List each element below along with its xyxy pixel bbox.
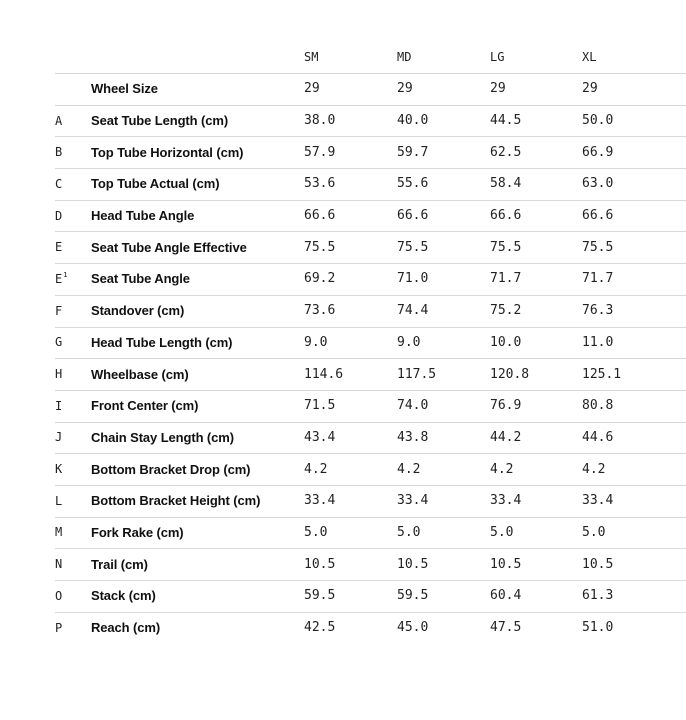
row-code-letter: B [55, 145, 63, 160]
value-cell-sm: 75.5 [304, 239, 336, 255]
row-code-letter: G [55, 335, 63, 350]
row-code [55, 390, 63, 422]
value-cell-sm: 69.2 [304, 271, 336, 287]
row-label: Top Tube Actual (cm) [91, 176, 220, 192]
value-cell-lg: 75.2 [490, 303, 522, 319]
row-label: Head Tube Length (cm) [91, 334, 233, 350]
value-cell-sm: 73.6 [304, 303, 336, 319]
value-cell-lg: 58.4 [490, 176, 522, 192]
value-cell-sm: 4.2 [304, 461, 328, 477]
value-cell-xl: 50.0 [582, 113, 614, 129]
row-code-letter: E [55, 240, 63, 255]
value-cell-md: 29 [397, 81, 413, 97]
value-cell-sm: 5.0 [304, 524, 328, 540]
value-cell-xl: 76.3 [582, 303, 614, 319]
size-header-sm: SM [304, 50, 319, 64]
value-cell-lg: 5.0 [490, 524, 514, 540]
value-cell-xl: 125.1 [582, 366, 622, 382]
value-cell-md: 33.4 [397, 493, 429, 509]
value-cell-md: 75.5 [397, 239, 429, 255]
row-label: Reach (cm) [91, 620, 161, 636]
row-code [55, 327, 63, 359]
row-code [55, 580, 63, 612]
value-cell-md: 59.5 [397, 588, 429, 604]
value-cell-xl: 63.0 [582, 176, 614, 192]
row-label: Chain Stay Length (cm) [91, 429, 234, 445]
value-cell-xl: 29 [582, 81, 598, 97]
row-code [55, 200, 63, 232]
value-cell-md: 4.2 [397, 461, 421, 477]
row-code [55, 231, 63, 263]
value-cell-xl: 71.7 [582, 271, 614, 287]
table-row [0, 73, 686, 105]
value-cell-sm: 57.9 [304, 144, 336, 160]
value-cell-sm: 33.4 [304, 493, 336, 509]
value-cell-md: 71.0 [397, 271, 429, 287]
value-cell-lg: 75.5 [490, 239, 522, 255]
value-cell-xl: 66.6 [582, 208, 614, 224]
table-row [0, 390, 686, 422]
value-cell-lg: 71.7 [490, 271, 522, 287]
value-cell-md: 40.0 [397, 113, 429, 129]
table-row [0, 105, 686, 137]
value-cell-xl: 80.8 [582, 398, 614, 414]
value-cell-lg: 4.2 [490, 461, 514, 477]
value-cell-lg: 10.5 [490, 556, 522, 572]
row-code-letter: N [55, 557, 63, 572]
table-body [0, 73, 686, 643]
value-cell-md: 55.6 [397, 176, 429, 192]
row-label: Head Tube Angle [91, 208, 195, 224]
row-code-letter: K [55, 462, 63, 477]
row-code-superscript: 1 [63, 270, 68, 279]
row-code-letter: A [55, 113, 63, 128]
value-cell-lg: 44.2 [490, 429, 522, 445]
row-code [55, 263, 67, 295]
table-row [0, 548, 686, 580]
value-cell-sm: 42.5 [304, 620, 336, 636]
value-cell-sm: 53.6 [304, 176, 336, 192]
row-code [55, 73, 56, 105]
row-code-letter: H [55, 367, 63, 382]
value-cell-lg: 29 [490, 81, 506, 97]
table-row [0, 231, 686, 263]
row-code [55, 517, 63, 549]
value-cell-xl: 10.5 [582, 556, 614, 572]
value-cell-lg: 10.0 [490, 334, 522, 350]
row-code-letter: C [55, 176, 63, 191]
value-cell-lg: 76.9 [490, 398, 522, 414]
row-code [55, 453, 63, 485]
row-code-letter: P [55, 620, 63, 635]
value-cell-md: 45.0 [397, 620, 429, 636]
value-cell-md: 10.5 [397, 556, 429, 572]
row-label: Bottom Bracket Height (cm) [91, 493, 261, 509]
row-code [55, 485, 63, 517]
value-cell-xl: 51.0 [582, 620, 614, 636]
value-cell-xl: 4.2 [582, 461, 606, 477]
table-row [0, 422, 686, 454]
value-cell-lg: 47.5 [490, 620, 522, 636]
value-cell-sm: 29 [304, 81, 320, 97]
value-cell-lg: 66.6 [490, 208, 522, 224]
value-cell-sm: 71.5 [304, 398, 336, 414]
value-cell-xl: 5.0 [582, 524, 606, 540]
row-label: Top Tube Horizontal (cm) [91, 144, 244, 160]
row-code-letter: F [55, 303, 63, 318]
row-code [55, 168, 63, 200]
row-code-letter: J [55, 430, 63, 445]
row-label: Seat Tube Angle Effective [91, 239, 247, 255]
table-row [0, 485, 686, 517]
table-row [0, 327, 686, 359]
row-label: Seat Tube Angle [91, 271, 190, 287]
row-label: Standover (cm) [91, 303, 185, 319]
value-cell-md: 66.6 [397, 208, 429, 224]
row-code-letter: M [55, 525, 63, 540]
row-label: Stack (cm) [91, 588, 156, 604]
size-header-lg: LG [490, 50, 505, 64]
value-cell-lg: 44.5 [490, 113, 522, 129]
row-code [55, 422, 63, 454]
table-row [0, 517, 686, 549]
value-cell-md: 74.0 [397, 398, 429, 414]
value-cell-xl: 75.5 [582, 239, 614, 255]
table-row [0, 200, 686, 232]
table-row [0, 295, 686, 327]
row-label: Bottom Bracket Drop (cm) [91, 461, 251, 477]
table-row [0, 263, 686, 295]
table-row [0, 358, 686, 390]
value-cell-sm: 59.5 [304, 588, 336, 604]
value-cell-md: 43.8 [397, 429, 429, 445]
row-label: Wheelbase (cm) [91, 366, 189, 382]
row-label: Fork Rake (cm) [91, 524, 184, 540]
value-cell-xl: 66.9 [582, 144, 614, 160]
value-cell-sm: 9.0 [304, 334, 328, 350]
row-code-letter: I [55, 398, 63, 413]
value-cell-xl: 11.0 [582, 334, 614, 350]
geometry-table [0, 41, 686, 643]
table-row [0, 612, 686, 644]
value-cell-sm: 114.6 [304, 366, 344, 382]
value-cell-xl: 61.3 [582, 588, 614, 604]
value-cell-lg: 60.4 [490, 588, 522, 604]
row-label: Front Center (cm) [91, 398, 199, 414]
value-cell-xl: 44.6 [582, 429, 614, 445]
row-code-letter: E [55, 271, 63, 286]
row-label: Trail (cm) [91, 556, 148, 572]
table-row [0, 136, 686, 168]
value-cell-sm: 66.6 [304, 208, 336, 224]
table-row [0, 453, 686, 485]
row-label: Wheel Size [91, 81, 158, 97]
value-cell-lg: 120.8 [490, 366, 530, 382]
row-code [55, 295, 63, 327]
row-code [55, 105, 63, 137]
value-cell-md: 5.0 [397, 524, 421, 540]
row-code [55, 548, 63, 580]
row-code [55, 612, 63, 644]
value-cell-md: 9.0 [397, 334, 421, 350]
size-header-md: MD [397, 50, 412, 64]
value-cell-xl: 33.4 [582, 493, 614, 509]
header-row [0, 41, 686, 73]
table-row [0, 168, 686, 200]
row-code-letter: D [55, 208, 63, 223]
row-code [55, 358, 63, 390]
value-cell-lg: 62.5 [490, 144, 522, 160]
row-code [55, 136, 63, 168]
value-cell-lg: 33.4 [490, 493, 522, 509]
value-cell-sm: 43.4 [304, 429, 336, 445]
value-cell-sm: 38.0 [304, 113, 336, 129]
value-cell-sm: 10.5 [304, 556, 336, 572]
row-code-letter: O [55, 588, 63, 603]
value-cell-md: 117.5 [397, 366, 437, 382]
value-cell-md: 74.4 [397, 303, 429, 319]
table-row [0, 580, 686, 612]
row-code-letter: L [55, 493, 63, 508]
row-label: Seat Tube Length (cm) [91, 113, 229, 129]
value-cell-md: 59.7 [397, 144, 429, 160]
size-header-xl: XL [582, 50, 597, 64]
